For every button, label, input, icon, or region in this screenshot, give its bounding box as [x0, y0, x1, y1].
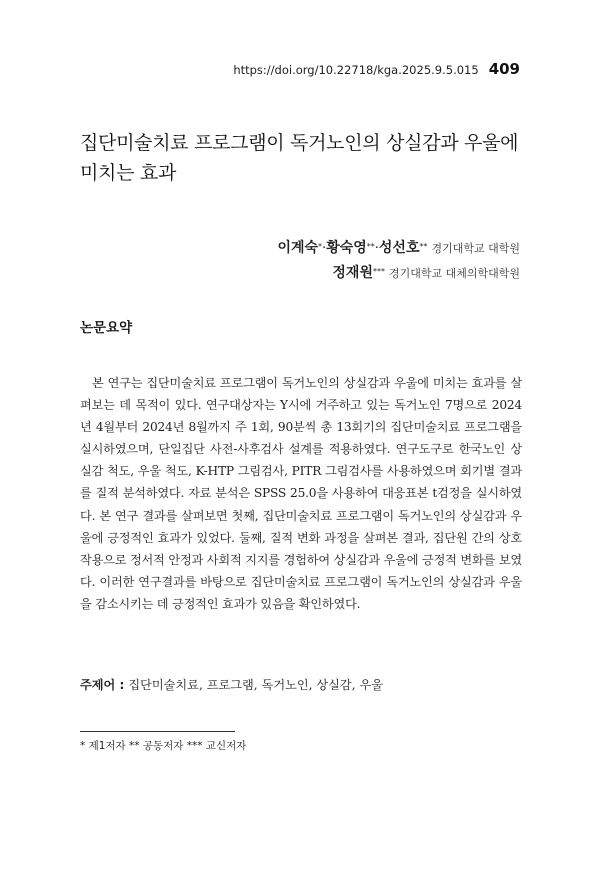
footnote-divider — [80, 731, 235, 732]
author-mark: *** — [372, 267, 385, 276]
abstract-text: 본 연구는 집단미술치료 프로그램이 독거노인의 상실감과 우울에 미치는 효과를 살펴보는 데 목적이 있다. 연구대상자는 Y시에 거주하고 있는 독거노인 7명으로 2024년 4월부터 2024년 8월까지 주 1회, 90분씩 총 13회기의 집단미술치료 프로그램을 실시하였으며, 단일집단 사전-사후검사 설계를 적용하였다. 연구도구로 한국노인 상실감 척도, 우울 척도, K-HTP 그림검사, PITR 그림검사를 사용하였으며 회기별 결과를 질적 분석하였다. 자료 분석은 SPSS 25.0을 사용하여 대응표본 t검정을 실시하였다. 본 연구 결과를 살펴보면 첫째, 집단미술치료 프로그램이 독거노인의 상실감과 우울에 긍정적인 효과가 있었다. 둘째, 질적 변화 과정을 살펴본 결과, 집단원 간의 상호작용으로 정서적 안정과 사회적 지지를 경험하여 상실감과 우울에 긍정적 변화를 보였다. 이러한 연구결과를 바탕으로 집단미술치료 프로그램이 독거노인의 상실감과 우울을 감소시키는 데 긍정적인 효과가 있음을 확인하였다. — [80, 376, 522, 611]
author-line-2 — [277, 260, 520, 285]
paper-title: 집단미술치료 프로그램이 독거노인의 상실감과 우울에 미치는 효과 — [80, 132, 519, 184]
author-name: 이계숙 — [277, 240, 319, 256]
abstract-body — [80, 372, 522, 615]
page-header — [233, 60, 520, 78]
author-name: 황숙영 — [326, 240, 367, 256]
doi-link[interactable]: https://doi.org/10.22718/kga.2025.9.5.015 — [233, 63, 479, 77]
author-line-1: 이계숙*·황숙영**·성선호** 경기대학교 대학원 — [277, 240, 520, 256]
page-number: 409 — [488, 60, 520, 78]
author-mark: ** — [419, 242, 428, 251]
author-name: 성선호 — [378, 240, 420, 256]
author-name: 정재원 — [332, 265, 373, 281]
author-block — [277, 235, 520, 285]
author-mark: * — [318, 242, 323, 251]
abstract-heading: 논문요약 — [80, 320, 133, 336]
author-affiliation: 경기대학교 대학원 — [431, 242, 520, 255]
author-mark: ** — [366, 242, 375, 251]
keywords — [80, 676, 522, 693]
footnote: * 제1저자 ** 공동저자 *** 교신저자 — [80, 740, 247, 752]
keywords-label: 주제어 : — [80, 678, 125, 692]
keywords-list: 집단미술치료, 프로그램, 독거노인, 상실감, 우울 — [128, 678, 383, 692]
author-affiliation: 경기대학교 대체의학대학원 — [388, 267, 520, 280]
